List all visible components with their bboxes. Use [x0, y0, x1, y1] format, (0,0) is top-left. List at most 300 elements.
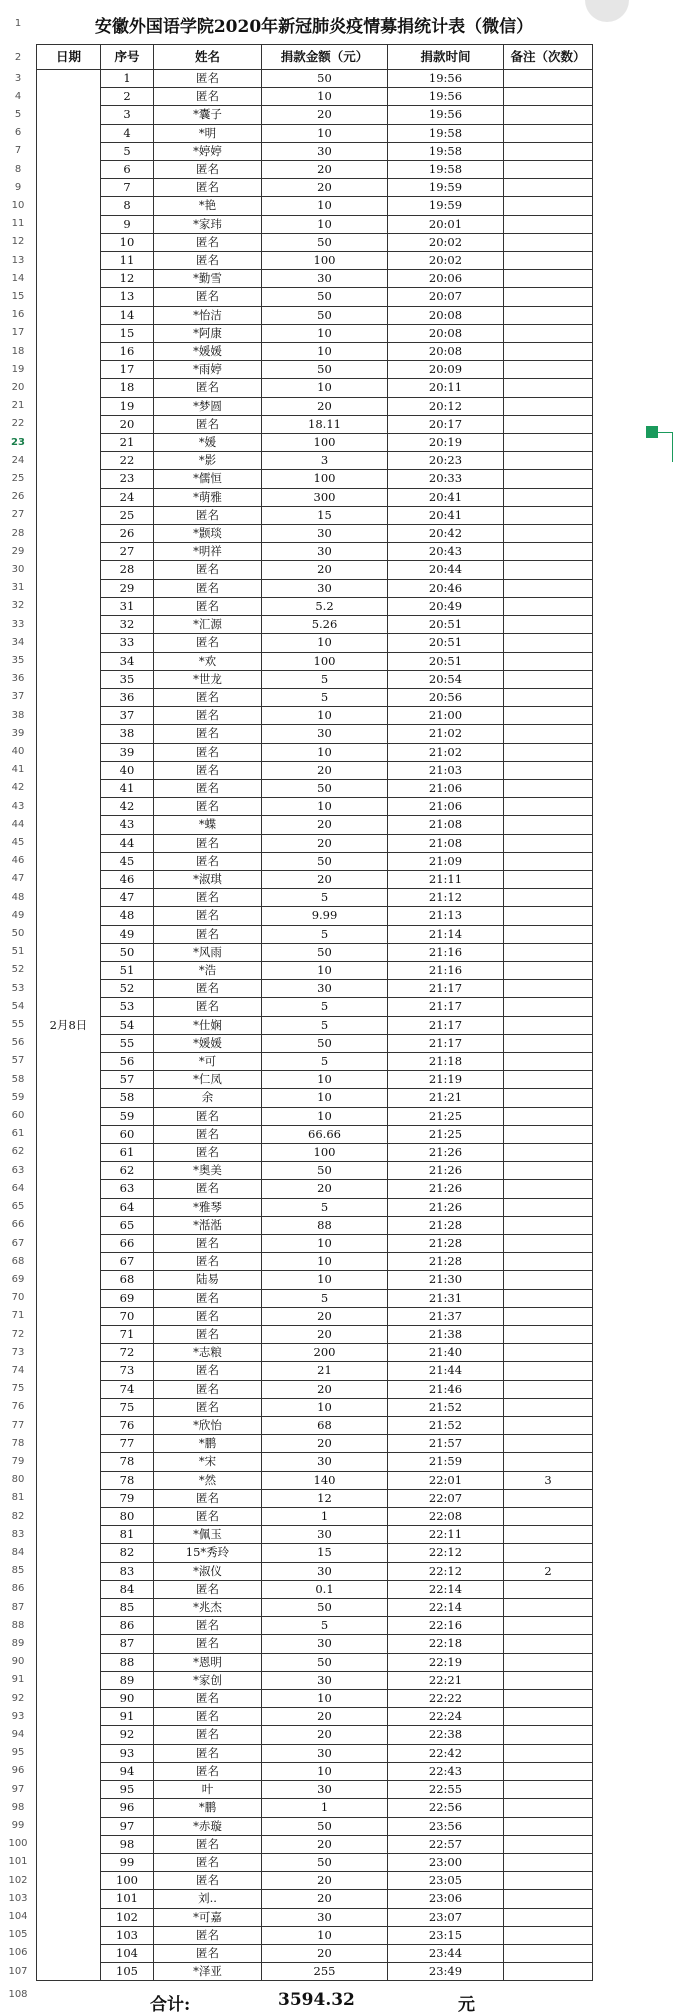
row-number[interactable]: 96 — [11, 1765, 25, 1777]
name-cell[interactable]: *蝶 — [154, 816, 262, 834]
header-cell[interactable]: 姓名 — [154, 45, 262, 70]
time-cell[interactable]: 21:46 — [388, 1380, 504, 1398]
note-cell[interactable] — [504, 106, 593, 124]
time-cell[interactable]: 23:49 — [388, 1963, 504, 1981]
time-cell[interactable]: 20:08 — [388, 306, 504, 324]
amount-cell[interactable]: 50 — [262, 233, 388, 251]
amount-cell[interactable]: 30 — [262, 725, 388, 743]
note-cell[interactable] — [504, 270, 593, 288]
time-cell[interactable]: 20:19 — [388, 434, 504, 452]
serial-cell[interactable]: 2 — [101, 88, 154, 106]
time-cell[interactable]: 19:59 — [388, 197, 504, 215]
row-number[interactable]: 18 — [11, 345, 25, 357]
serial-cell[interactable]: 44 — [101, 834, 154, 852]
name-cell[interactable]: *赤璇 — [154, 1817, 262, 1835]
name-cell[interactable]: *媛媛 — [154, 1034, 262, 1052]
row-number[interactable]: 107 — [8, 1965, 28, 1977]
serial-cell[interactable]: 101 — [101, 1890, 154, 1908]
row-number[interactable]: 79 — [11, 1455, 25, 1467]
row-number[interactable]: 103 — [8, 1892, 28, 1904]
name-cell[interactable]: *志粮 — [154, 1344, 262, 1362]
amount-cell[interactable]: 10 — [262, 379, 388, 397]
row-number[interactable]: 104 — [8, 1911, 28, 1923]
amount-cell[interactable]: 15 — [262, 506, 388, 524]
row-number[interactable]: 14 — [11, 272, 25, 284]
name-cell[interactable]: 匿名 — [154, 379, 262, 397]
note-cell[interactable] — [504, 343, 593, 361]
amount-cell[interactable]: 5 — [262, 1052, 388, 1070]
row-number[interactable]: 11 — [11, 218, 25, 230]
row-number[interactable]: 26 — [11, 491, 25, 503]
amount-cell[interactable]: 10 — [262, 215, 388, 233]
serial-cell[interactable]: 45 — [101, 852, 154, 870]
note-cell[interactable] — [504, 415, 593, 433]
name-cell[interactable]: 匿名 — [154, 1362, 262, 1380]
serial-cell[interactable]: 65 — [101, 1216, 154, 1234]
note-cell[interactable] — [504, 1216, 593, 1234]
time-cell[interactable]: 20:02 — [388, 252, 504, 270]
row-number[interactable]: 95 — [11, 1747, 25, 1759]
fill-handle-icon[interactable] — [646, 426, 658, 438]
amount-cell[interactable]: 30 — [262, 1744, 388, 1762]
amount-cell[interactable]: 255 — [262, 1963, 388, 1981]
name-cell[interactable]: *家创 — [154, 1671, 262, 1689]
amount-cell[interactable]: 5 — [262, 1016, 388, 1034]
time-cell[interactable]: 22:14 — [388, 1580, 504, 1598]
note-cell[interactable] — [504, 1526, 593, 1544]
amount-cell[interactable]: 20 — [262, 561, 388, 579]
name-cell[interactable]: 余 — [154, 1089, 262, 1107]
serial-cell[interactable]: 49 — [101, 925, 154, 943]
amount-cell[interactable]: 15 — [262, 1544, 388, 1562]
row-number[interactable]: 52 — [11, 964, 25, 976]
serial-cell[interactable]: 24 — [101, 488, 154, 506]
serial-cell[interactable]: 98 — [101, 1835, 154, 1853]
row-number[interactable]: 100 — [8, 1838, 28, 1850]
serial-cell[interactable]: 103 — [101, 1926, 154, 1944]
name-cell[interactable]: *媛媛 — [154, 343, 262, 361]
serial-cell[interactable]: 56 — [101, 1052, 154, 1070]
note-cell[interactable] — [504, 1835, 593, 1853]
name-cell[interactable]: 匿名 — [154, 761, 262, 779]
serial-cell[interactable]: 70 — [101, 1307, 154, 1325]
time-cell[interactable]: 22:12 — [388, 1544, 504, 1562]
amount-cell[interactable]: 50 — [262, 943, 388, 961]
note-cell[interactable] — [504, 1198, 593, 1216]
serial-cell[interactable]: 58 — [101, 1089, 154, 1107]
note-cell[interactable] — [504, 834, 593, 852]
note-cell[interactable] — [504, 434, 593, 452]
serial-cell[interactable]: 22 — [101, 452, 154, 470]
name-cell[interactable]: 匿名 — [154, 415, 262, 433]
time-cell[interactable]: 21:02 — [388, 743, 504, 761]
note-cell[interactable] — [504, 670, 593, 688]
name-cell[interactable]: *儒恒 — [154, 470, 262, 488]
time-cell[interactable]: 21:17 — [388, 980, 504, 998]
serial-cell[interactable]: 69 — [101, 1289, 154, 1307]
name-cell[interactable]: 匿名 — [154, 634, 262, 652]
amount-cell[interactable]: 20 — [262, 761, 388, 779]
name-cell[interactable]: *雅琴 — [154, 1198, 262, 1216]
serial-cell[interactable]: 7 — [101, 179, 154, 197]
name-cell[interactable]: 匿名 — [154, 798, 262, 816]
amount-cell[interactable]: 30 — [262, 1671, 388, 1689]
amount-cell[interactable]: 10 — [262, 343, 388, 361]
serial-cell[interactable]: 29 — [101, 579, 154, 597]
row-number[interactable]: 64 — [11, 1182, 25, 1194]
time-cell[interactable]: 22:18 — [388, 1635, 504, 1653]
note-cell[interactable] — [504, 1726, 593, 1744]
time-cell[interactable]: 22:19 — [388, 1653, 504, 1671]
note-cell[interactable] — [504, 1326, 593, 1344]
note-cell[interactable] — [504, 1817, 593, 1835]
serial-cell[interactable]: 83 — [101, 1562, 154, 1580]
serial-cell[interactable]: 88 — [101, 1653, 154, 1671]
amount-cell[interactable]: 5 — [262, 1617, 388, 1635]
serial-cell[interactable]: 46 — [101, 870, 154, 888]
row-number[interactable]: 1 — [14, 18, 22, 29]
name-cell[interactable]: 匿名 — [154, 707, 262, 725]
time-cell[interactable]: 20:56 — [388, 688, 504, 706]
amount-cell[interactable]: 9.99 — [262, 907, 388, 925]
row-number[interactable]: 13 — [11, 254, 25, 266]
amount-cell[interactable]: 30 — [262, 1781, 388, 1799]
amount-cell[interactable]: 20 — [262, 106, 388, 124]
header-cell[interactable]: 日期 — [37, 45, 101, 70]
name-cell[interactable]: *婷婷 — [154, 142, 262, 160]
note-cell[interactable] — [504, 1872, 593, 1890]
name-cell[interactable]: 匿名 — [154, 1835, 262, 1853]
row-number[interactable]: 34 — [11, 636, 25, 648]
note-cell[interactable] — [504, 543, 593, 561]
row-number[interactable]: 82 — [11, 1510, 25, 1522]
name-cell[interactable]: *媛 — [154, 434, 262, 452]
time-cell[interactable]: 19:56 — [388, 106, 504, 124]
name-cell[interactable]: *佩玉 — [154, 1526, 262, 1544]
amount-cell[interactable]: 50 — [262, 1599, 388, 1617]
amount-cell[interactable]: 50 — [262, 306, 388, 324]
time-cell[interactable]: 22:08 — [388, 1508, 504, 1526]
serial-cell[interactable]: 72 — [101, 1344, 154, 1362]
amount-cell[interactable]: 5 — [262, 688, 388, 706]
serial-cell[interactable]: 40 — [101, 761, 154, 779]
row-number[interactable]: 94 — [11, 1728, 25, 1740]
name-cell[interactable]: 匿名 — [154, 597, 262, 615]
amount-cell[interactable]: 88 — [262, 1216, 388, 1234]
row-number[interactable]: 67 — [11, 1237, 25, 1249]
serial-cell[interactable]: 99 — [101, 1853, 154, 1871]
row-number[interactable]: 29 — [11, 545, 25, 557]
row-number[interactable]: 44 — [11, 818, 25, 830]
row-number[interactable]: 59 — [11, 1091, 25, 1103]
time-cell[interactable]: 20:46 — [388, 579, 504, 597]
row-number[interactable]: 40 — [11, 746, 25, 758]
time-cell[interactable]: 21:59 — [388, 1453, 504, 1471]
name-cell[interactable]: 匿名 — [154, 1744, 262, 1762]
time-cell[interactable]: 22:38 — [388, 1726, 504, 1744]
time-cell[interactable]: 21:08 — [388, 816, 504, 834]
note-cell[interactable] — [504, 907, 593, 925]
row-number[interactable]: 10 — [11, 199, 25, 211]
note-cell[interactable] — [504, 779, 593, 797]
row-number[interactable]: 27 — [11, 509, 25, 521]
serial-cell[interactable]: 18 — [101, 379, 154, 397]
amount-cell[interactable]: 20 — [262, 1180, 388, 1198]
row-number[interactable]: 57 — [11, 1055, 25, 1067]
row-number[interactable]: 91 — [11, 1674, 25, 1686]
time-cell[interactable]: 21:00 — [388, 707, 504, 725]
note-cell[interactable] — [504, 1125, 593, 1143]
note-cell[interactable] — [504, 306, 593, 324]
name-cell[interactable]: 匿名 — [154, 980, 262, 998]
serial-cell[interactable]: 78 — [101, 1471, 154, 1489]
row-number[interactable]: 16 — [11, 309, 25, 321]
time-cell[interactable]: 22:42 — [388, 1744, 504, 1762]
row-number[interactable]: 88 — [11, 1619, 25, 1631]
note-cell[interactable] — [504, 1235, 593, 1253]
serial-cell[interactable]: 95 — [101, 1781, 154, 1799]
note-cell[interactable] — [504, 1016, 593, 1034]
note-cell[interactable] — [504, 88, 593, 106]
row-number[interactable]: 83 — [11, 1528, 25, 1540]
amount-cell[interactable]: 10 — [262, 1398, 388, 1416]
note-cell[interactable] — [504, 561, 593, 579]
row-number[interactable]: 72 — [11, 1328, 25, 1340]
row-number[interactable]: 101 — [8, 1856, 28, 1868]
serial-cell[interactable]: 32 — [101, 616, 154, 634]
time-cell[interactable]: 22:16 — [388, 1617, 504, 1635]
amount-cell[interactable]: 100 — [262, 1143, 388, 1161]
serial-cell[interactable]: 59 — [101, 1107, 154, 1125]
note-cell[interactable] — [504, 1052, 593, 1070]
note-cell[interactable] — [504, 1690, 593, 1708]
note-cell[interactable] — [504, 1307, 593, 1325]
row-number[interactable]: 19 — [11, 363, 25, 375]
name-cell[interactable]: *鹏 — [154, 1799, 262, 1817]
row-number[interactable]: 6 — [14, 127, 22, 139]
time-cell[interactable]: 21:40 — [388, 1344, 504, 1362]
name-cell[interactable]: 匿名 — [154, 779, 262, 797]
serial-cell[interactable]: 100 — [101, 1872, 154, 1890]
time-cell[interactable]: 20:23 — [388, 452, 504, 470]
name-cell[interactable]: 匿名 — [154, 1143, 262, 1161]
time-cell[interactable]: 20:17 — [388, 415, 504, 433]
name-cell[interactable]: 匿名 — [154, 1125, 262, 1143]
name-cell[interactable]: 匿名 — [154, 925, 262, 943]
time-cell[interactable]: 21:31 — [388, 1289, 504, 1307]
row-number[interactable]: 20 — [11, 381, 25, 393]
amount-cell[interactable]: 10 — [262, 1762, 388, 1780]
note-cell[interactable] — [504, 324, 593, 342]
name-cell[interactable]: *勤雪 — [154, 270, 262, 288]
amount-cell[interactable]: 300 — [262, 488, 388, 506]
row-number[interactable]: 12 — [11, 236, 25, 248]
time-cell[interactable]: 19:59 — [388, 179, 504, 197]
time-cell[interactable]: 19:58 — [388, 142, 504, 160]
note-cell[interactable] — [504, 1635, 593, 1653]
note-cell[interactable] — [504, 925, 593, 943]
serial-cell[interactable]: 41 — [101, 779, 154, 797]
row-number[interactable]: 36 — [11, 673, 25, 685]
row-number[interactable]: 49 — [11, 909, 25, 921]
row-number[interactable]: 60 — [11, 1110, 25, 1122]
amount-cell[interactable]: 50 — [262, 852, 388, 870]
serial-cell[interactable]: 97 — [101, 1817, 154, 1835]
name-cell[interactable]: 匿名 — [154, 179, 262, 197]
time-cell[interactable]: 21:17 — [388, 1034, 504, 1052]
amount-cell[interactable]: 10 — [262, 197, 388, 215]
row-number[interactable]: 102 — [8, 1874, 28, 1886]
amount-cell[interactable]: 10 — [262, 961, 388, 979]
row-number[interactable]: 62 — [11, 1146, 25, 1158]
time-cell[interactable]: 21:26 — [388, 1180, 504, 1198]
amount-cell[interactable]: 50 — [262, 1853, 388, 1871]
serial-cell[interactable]: 42 — [101, 798, 154, 816]
time-cell[interactable]: 21:13 — [388, 907, 504, 925]
time-cell[interactable]: 20:07 — [388, 288, 504, 306]
name-cell[interactable]: *囊子 — [154, 106, 262, 124]
time-cell[interactable]: 21:06 — [388, 779, 504, 797]
name-cell[interactable]: *影 — [154, 452, 262, 470]
name-cell[interactable]: 匿名 — [154, 88, 262, 106]
serial-cell[interactable]: 93 — [101, 1744, 154, 1762]
note-cell[interactable] — [504, 488, 593, 506]
note-cell[interactable] — [504, 761, 593, 779]
time-cell[interactable]: 21:14 — [388, 925, 504, 943]
serial-cell[interactable]: 91 — [101, 1708, 154, 1726]
note-cell[interactable] — [504, 1853, 593, 1871]
serial-cell[interactable]: 62 — [101, 1162, 154, 1180]
serial-cell[interactable]: 23 — [101, 470, 154, 488]
time-cell[interactable]: 21:26 — [388, 1198, 504, 1216]
amount-cell[interactable]: 10 — [262, 88, 388, 106]
row-number[interactable]: 87 — [11, 1601, 25, 1613]
name-cell[interactable]: 匿名 — [154, 1253, 262, 1271]
amount-cell[interactable]: 50 — [262, 1162, 388, 1180]
serial-cell[interactable]: 51 — [101, 961, 154, 979]
name-cell[interactable]: *奥美 — [154, 1162, 262, 1180]
row-number[interactable]: 70 — [11, 1292, 25, 1304]
time-cell[interactable]: 22:55 — [388, 1781, 504, 1799]
serial-cell[interactable]: 77 — [101, 1435, 154, 1453]
name-cell[interactable]: 匿名 — [154, 1580, 262, 1598]
note-cell[interactable] — [504, 1762, 593, 1780]
serial-cell[interactable]: 31 — [101, 597, 154, 615]
row-number[interactable]: 17 — [11, 327, 25, 339]
row-number[interactable]: 108 — [8, 1988, 28, 2000]
name-cell[interactable]: *雨婷 — [154, 361, 262, 379]
serial-cell[interactable]: 10 — [101, 233, 154, 251]
name-cell[interactable]: 匿名 — [154, 907, 262, 925]
note-cell[interactable] — [504, 579, 593, 597]
serial-cell[interactable]: 16 — [101, 343, 154, 361]
time-cell[interactable]: 21:44 — [388, 1362, 504, 1380]
time-cell[interactable]: 20:11 — [388, 379, 504, 397]
time-cell[interactable]: 21:03 — [388, 761, 504, 779]
amount-cell[interactable]: 20 — [262, 816, 388, 834]
amount-cell[interactable]: 30 — [262, 1526, 388, 1544]
header-cell[interactable]: 序号 — [101, 45, 154, 70]
note-cell[interactable] — [504, 943, 593, 961]
note-cell[interactable] — [504, 1071, 593, 1089]
note-cell[interactable] — [504, 1744, 593, 1762]
time-cell[interactable]: 23:07 — [388, 1908, 504, 1926]
row-number[interactable]: 71 — [11, 1310, 25, 1322]
row-number[interactable]: 39 — [11, 727, 25, 739]
amount-cell[interactable]: 5.26 — [262, 616, 388, 634]
amount-cell[interactable]: 10 — [262, 743, 388, 761]
row-number[interactable]: 15 — [11, 290, 25, 302]
amount-cell[interactable]: 10 — [262, 1926, 388, 1944]
note-cell[interactable] — [504, 1089, 593, 1107]
time-cell[interactable]: 23:00 — [388, 1853, 504, 1871]
serial-cell[interactable]: 92 — [101, 1726, 154, 1744]
serial-cell[interactable]: 74 — [101, 1380, 154, 1398]
serial-cell[interactable]: 78 — [101, 1453, 154, 1471]
name-cell[interactable]: *怡洁 — [154, 306, 262, 324]
serial-cell[interactable]: 84 — [101, 1580, 154, 1598]
note-cell[interactable] — [504, 743, 593, 761]
amount-cell[interactable]: 30 — [262, 579, 388, 597]
name-cell[interactable]: *鹏 — [154, 1435, 262, 1453]
time-cell[interactable]: 21:12 — [388, 889, 504, 907]
row-number[interactable]: 58 — [11, 1073, 25, 1085]
serial-cell[interactable]: 50 — [101, 943, 154, 961]
row-number[interactable]: 41 — [11, 764, 25, 776]
name-cell[interactable]: *泽亚 — [154, 1963, 262, 1981]
note-cell[interactable] — [504, 1180, 593, 1198]
serial-cell[interactable]: 80 — [101, 1508, 154, 1526]
amount-cell[interactable]: 200 — [262, 1344, 388, 1362]
note-cell[interactable] — [504, 1289, 593, 1307]
serial-cell[interactable]: 57 — [101, 1071, 154, 1089]
note-cell[interactable] — [504, 361, 593, 379]
name-cell[interactable]: *宋 — [154, 1453, 262, 1471]
time-cell[interactable]: 22:14 — [388, 1599, 504, 1617]
time-cell[interactable]: 21:38 — [388, 1326, 504, 1344]
time-cell[interactable]: 20:44 — [388, 561, 504, 579]
name-cell[interactable]: *汇源 — [154, 616, 262, 634]
time-cell[interactable]: 20:51 — [388, 616, 504, 634]
name-cell[interactable]: 匿名 — [154, 725, 262, 743]
note-cell[interactable] — [504, 1799, 593, 1817]
note-cell[interactable] — [504, 142, 593, 160]
row-number[interactable]: 54 — [11, 1000, 25, 1012]
serial-cell[interactable]: 38 — [101, 725, 154, 743]
row-number[interactable]: 106 — [8, 1947, 28, 1959]
row-number[interactable]: 33 — [11, 618, 25, 630]
note-cell[interactable] — [504, 215, 593, 233]
name-cell[interactable]: *欣怡 — [154, 1417, 262, 1435]
note-cell[interactable] — [504, 288, 593, 306]
note-cell[interactable] — [504, 1362, 593, 1380]
name-cell[interactable]: 叶 — [154, 1781, 262, 1799]
name-cell[interactable]: *可 — [154, 1052, 262, 1070]
time-cell[interactable]: 23:15 — [388, 1926, 504, 1944]
name-cell[interactable]: 匿名 — [154, 688, 262, 706]
note-cell[interactable] — [504, 1162, 593, 1180]
note-cell[interactable] — [504, 725, 593, 743]
serial-cell[interactable]: 79 — [101, 1489, 154, 1507]
amount-cell[interactable]: 100 — [262, 470, 388, 488]
name-cell[interactable]: *明祥 — [154, 543, 262, 561]
note-cell[interactable] — [504, 961, 593, 979]
time-cell[interactable]: 21:11 — [388, 870, 504, 888]
note-cell[interactable] — [504, 1508, 593, 1526]
serial-cell[interactable]: 5 — [101, 142, 154, 160]
amount-cell[interactable]: 30 — [262, 525, 388, 543]
time-cell[interactable]: 22:22 — [388, 1690, 504, 1708]
